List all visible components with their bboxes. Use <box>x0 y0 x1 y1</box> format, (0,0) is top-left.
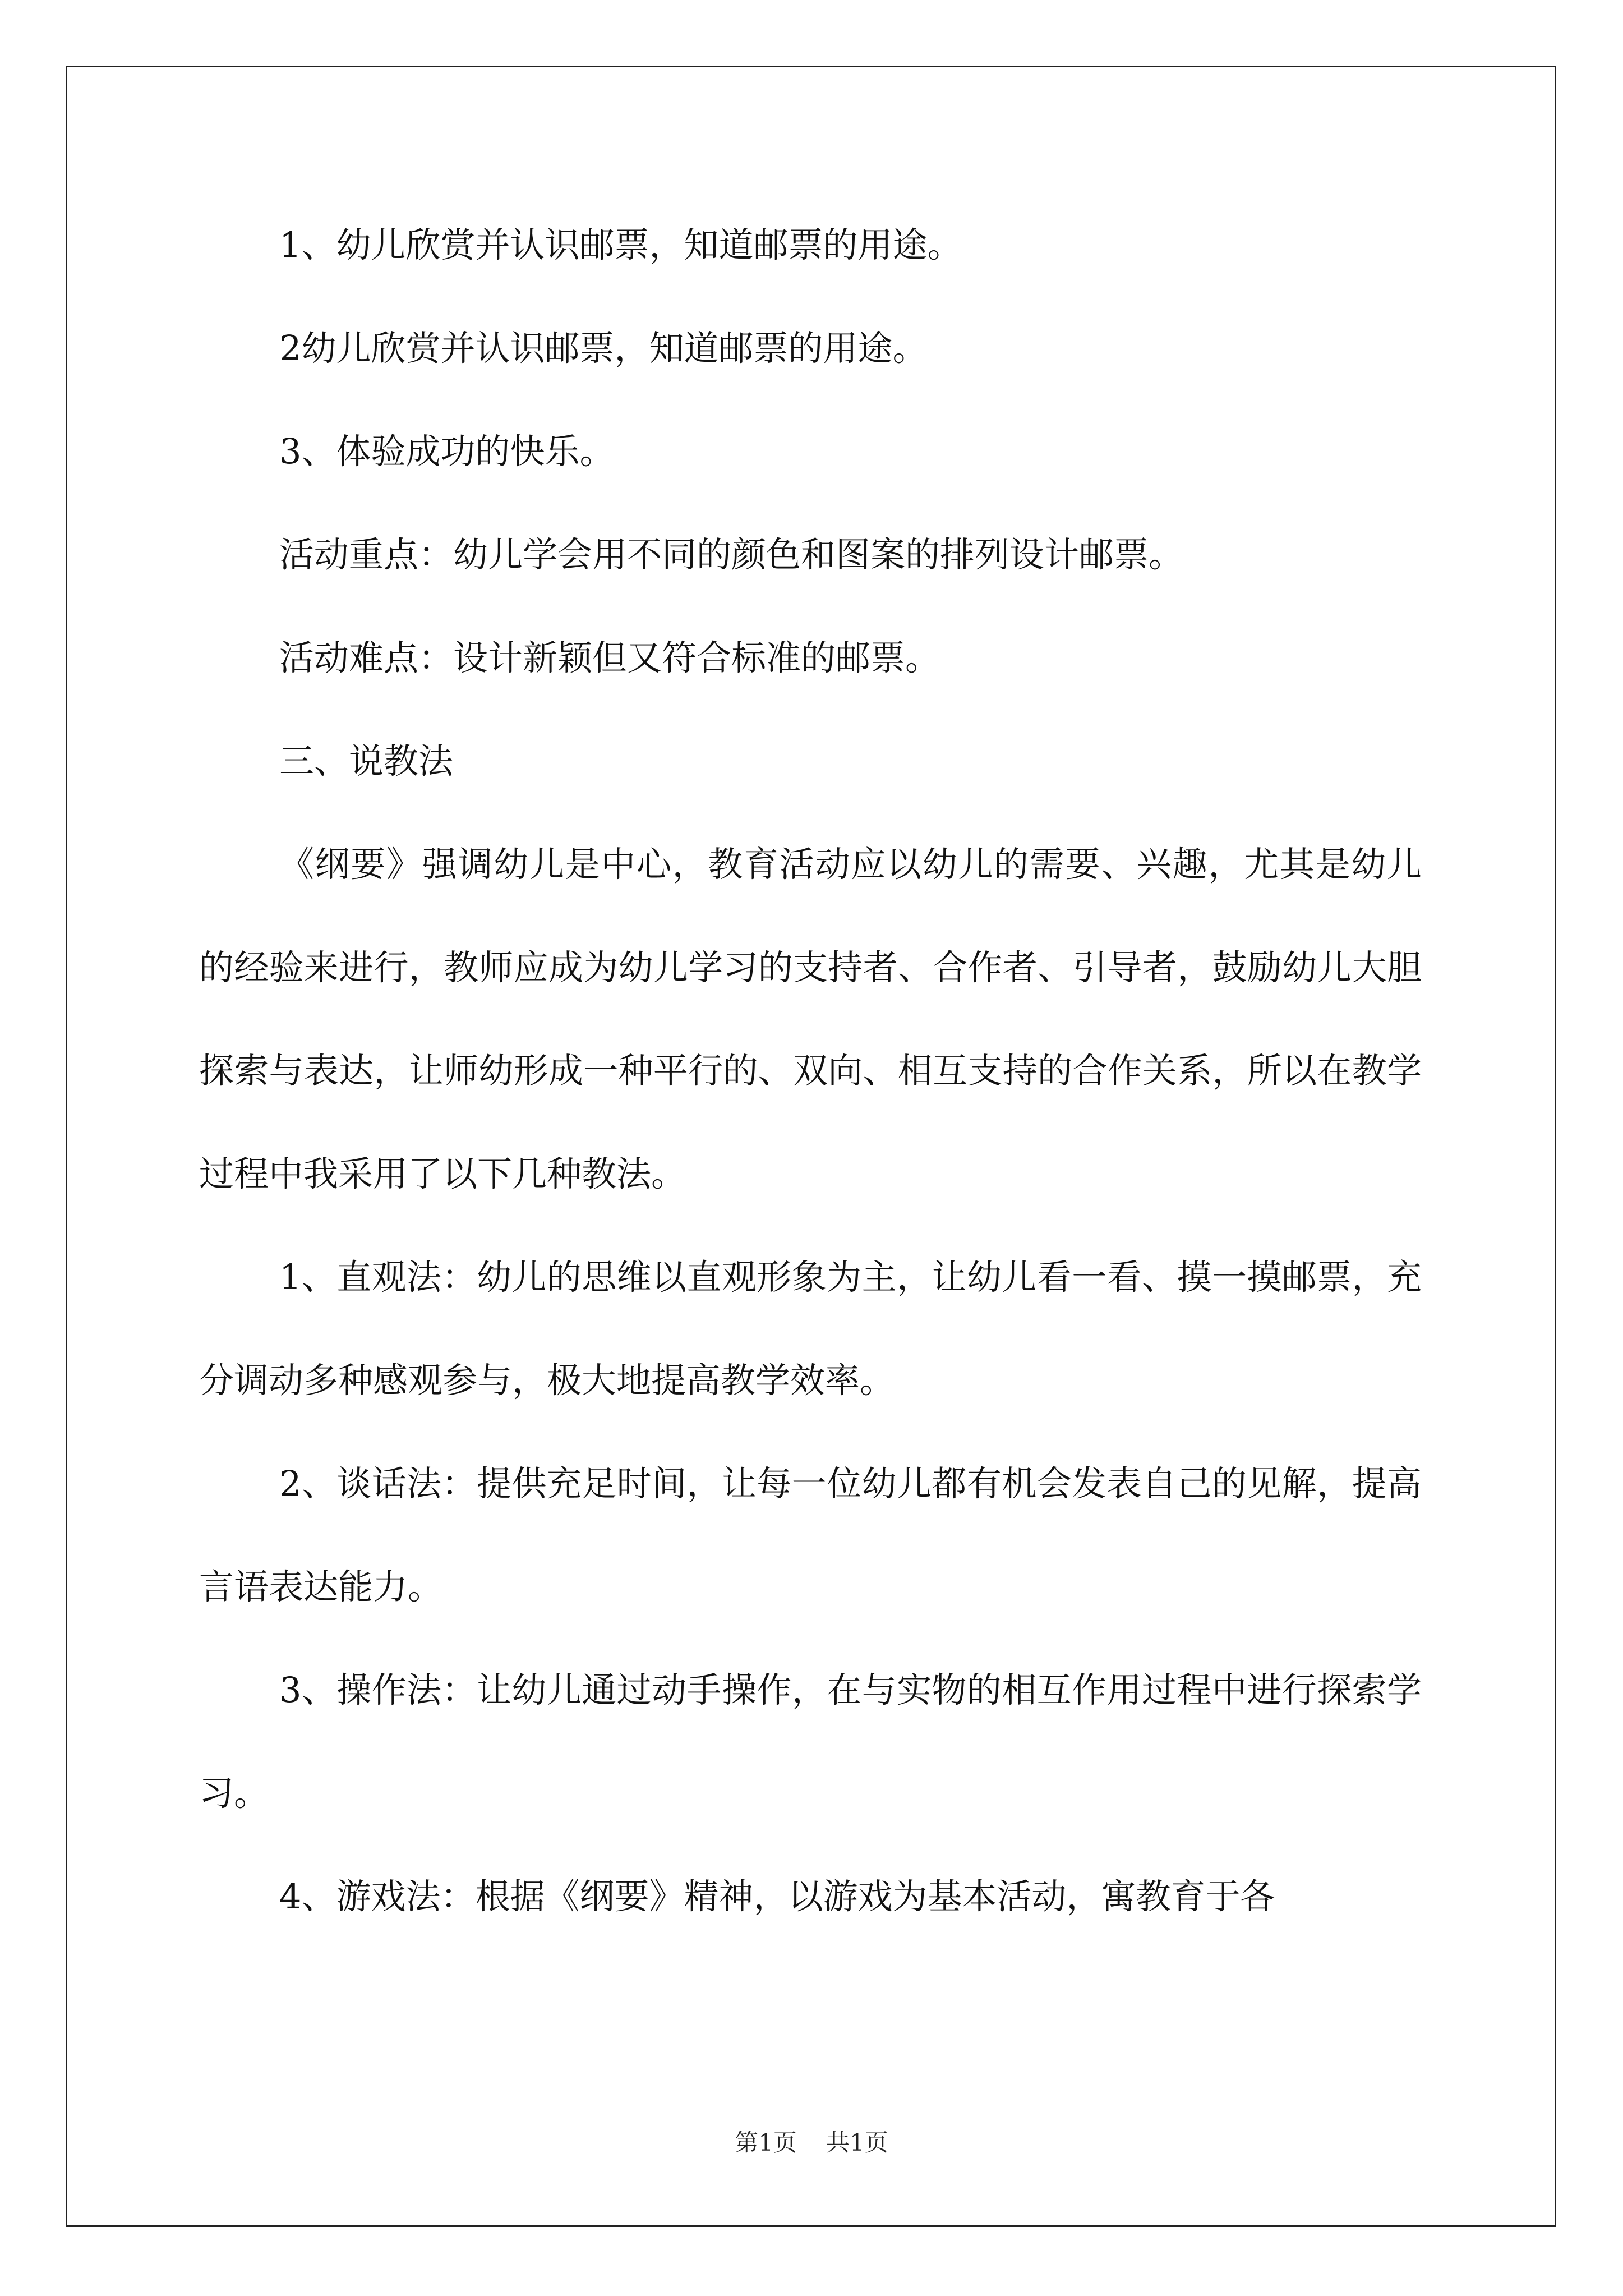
paragraph: 3、操作法：让幼儿通过动手操作，在与实物的相互作用过程中进行探索学习。 <box>199 1669 1422 1814</box>
paragraph: 4、游戏法：根据《纲要》精神，以游戏为基本活动，寓教育于各 <box>279 1876 1275 1917</box>
paragraph: 活动重点：幼儿学会用不同的颜色和图案的排列设计邮票。 <box>279 534 1184 575</box>
paragraph: 活动难点：设计新颖但又符合标准的邮票。 <box>279 637 940 678</box>
page-total: 共1页 <box>826 2129 888 2156</box>
paragraph: 1、直观法：幼儿的思维以直观形象为主，让幼儿看一看、摸一摸邮票，充分调动多种感观参与，极大地提高教学效率。 <box>199 1257 1422 1401</box>
paragraph: 《纲要》强调幼儿是中心，教育活动应以幼儿的需要、兴趣，尤其是幼儿的经验来进行，教师应成为幼儿学习的支持者、合作者、引导者，鼓励幼儿大胆探索与表达，让师幼形成一种平行的、双向、相互支持的合作关系，所以在教学过程中我采用了以下几种教法。 <box>199 844 1422 1194</box>
paragraph: 2、谈话法：提供充足时间，让每一位幼儿都有机会发表自己的见解，提高言语表达能力。 <box>199 1463 1422 1607</box>
paragraph: 2幼儿欣赏并认识邮票，知道邮票的用途。 <box>279 328 928 369</box>
paragraph: 3、体验成功的快乐。 <box>279 431 615 472</box>
page-number: 第1页 <box>735 2129 797 2156</box>
paragraph: 1、幼儿欣赏并认识邮票，知道邮票的用途。 <box>279 224 962 265</box>
document-body <box>199 194 1422 1948</box>
section-heading: 三、说教法 <box>279 740 454 781</box>
page-footer <box>0 2124 1623 2158</box>
